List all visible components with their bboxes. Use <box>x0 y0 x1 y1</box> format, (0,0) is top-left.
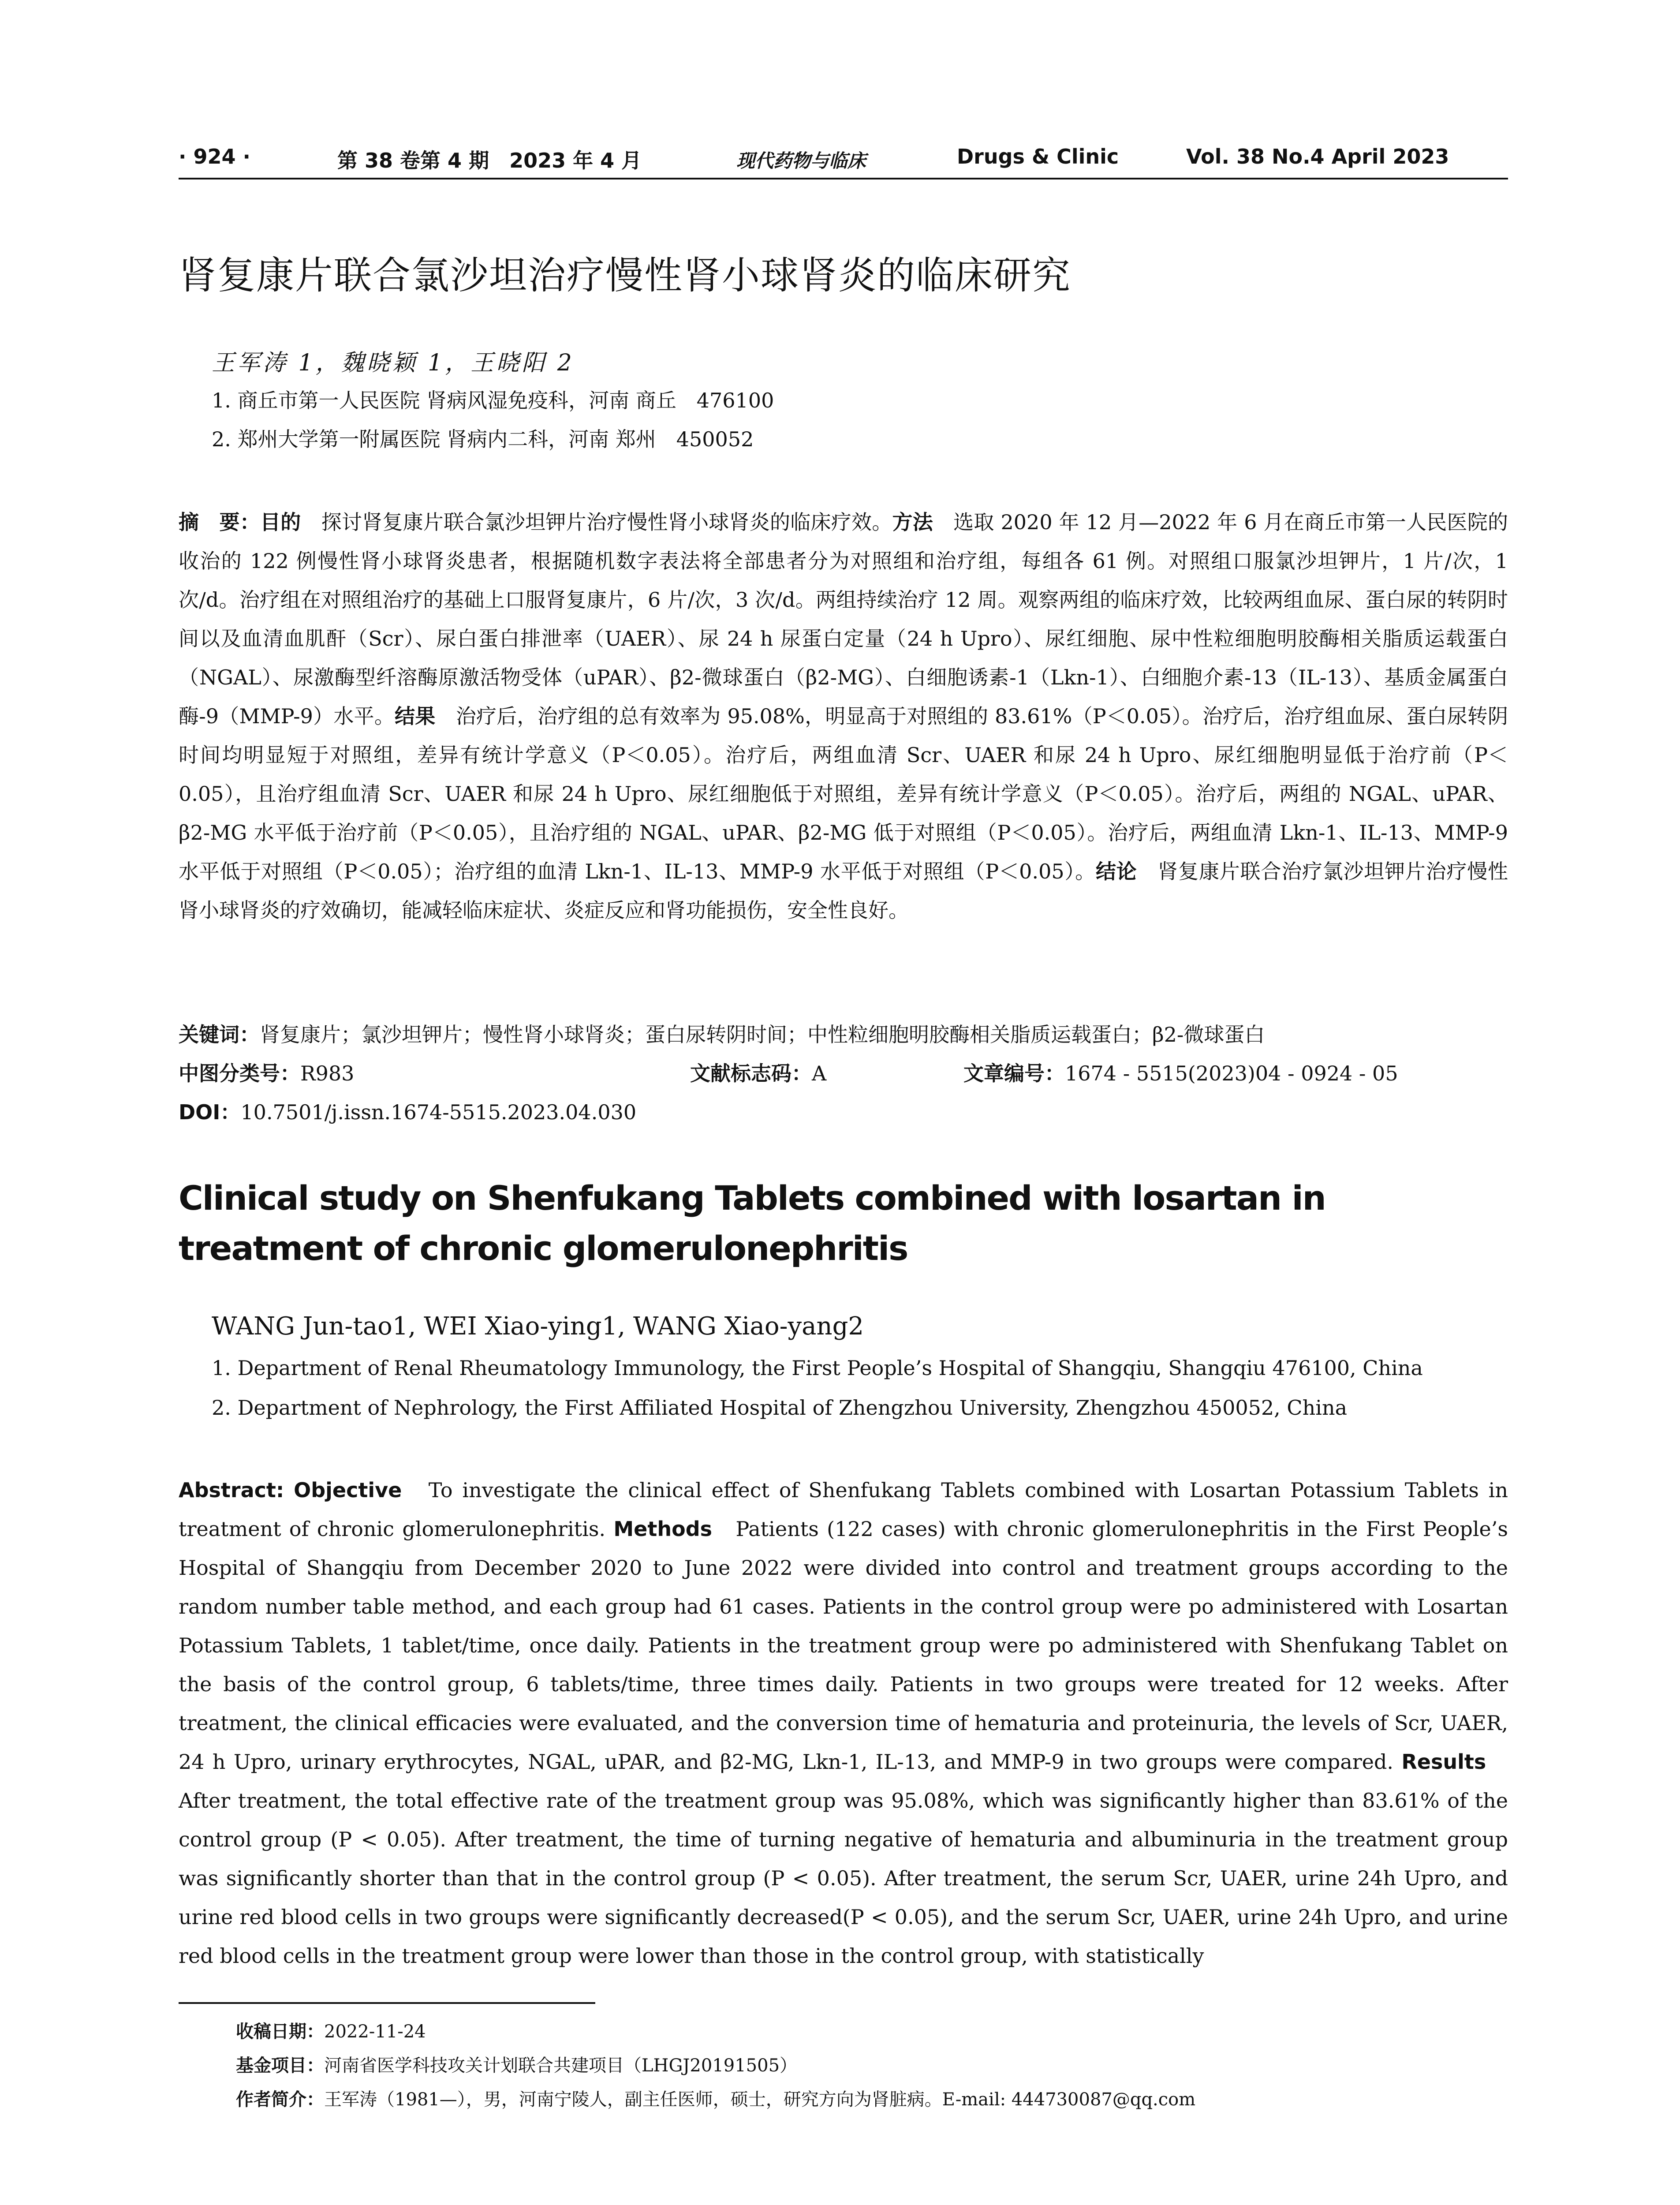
keywords-text: 肾复康片；氯沙坦钾片；慢性肾小球肾炎；蛋白尿转阴时间；中性粒细胞明胶酶相关脂质运载蛋白；β2-微球蛋白 <box>260 1023 1265 1046</box>
abstract-cn <box>179 503 1508 930</box>
affiliation-cn-2: 2. 郑州大学第一附属医院 肾病内二科，河南 郑州 450052 <box>212 427 754 451</box>
fund-text: 河南省医学科技攻关计划联合共建项目（LHGJ20191505） <box>324 2056 798 2076</box>
doc-code-label: 文献标志码： <box>690 1061 812 1085</box>
running-header <box>179 140 1508 177</box>
conclusion-cn: 肾复康片联合治疗氯沙坦钾片治疗慢性肾小球肾炎的疗效确切，能减轻临床症状、炎症反应和肾功能损伤，安全性良好。 <box>179 860 1508 922</box>
doi-label: DOI： <box>179 1100 241 1124</box>
abstract-en <box>179 1471 1508 1975</box>
footnote-fund <box>236 2052 1508 2077</box>
journal-name-en: Drugs & Clinic <box>957 145 1119 168</box>
objective-label-en: Objective <box>294 1478 402 1502</box>
doi-link[interactable]: 10.7501/j.issn.1674-5515.2023.04.030 <box>240 1100 637 1124</box>
author-bio-text: 王军涛（1981—），男，河南宁陵人，副主任医师，硕士，研究方向为肾脏病。E-mail: 444730087@qq.com <box>324 2089 1196 2110</box>
footnote-rule <box>179 2002 595 2004</box>
author-bio-label: 作者简介： <box>236 2089 324 2110</box>
methods-label-cn: 方法 <box>892 510 933 534</box>
header-rule <box>179 178 1508 179</box>
authors-cn: 王军涛 1，魏晓颖 1，王晓阳 2 <box>212 350 575 376</box>
volume-cn: 第 38 卷第 4 期 2023 年 4 月 <box>337 149 642 172</box>
footnote-received <box>236 2018 1508 2043</box>
classification-line <box>179 1058 1508 1087</box>
doi-line <box>179 1096 1508 1125</box>
objective-en: To investigate the clinical effect of Shenfukang Tablets combined with Losartan Potassium Tablets in treatment of chronic glomerulonephritis. <box>179 1478 1508 1541</box>
affiliation-en-1: 1. Department of Renal Rheumatology Immunology, the First People’s Hospital of Shangqiu, Shangqiu 476100, China <box>212 1356 1423 1380</box>
results-label-cn: 结果 <box>395 704 436 728</box>
page-number: · 924 · <box>179 145 250 168</box>
methods-label-en: Methods <box>613 1517 713 1541</box>
volume-en: Vol. 38 No.4 April 2023 <box>1186 145 1449 168</box>
affiliation-cn-1: 1. 商丘市第一人民医院 肾病风湿免疫科，河南 商丘 476100 <box>212 389 774 412</box>
footnote-author <box>236 2085 1508 2111</box>
received-date: 2022-11-24 <box>324 2022 426 2042</box>
abstract-label-en: Abstract: <box>179 1478 284 1502</box>
affiliation-en-2: 2. Department of Nephrology, the First Affiliated Hospital of Zhengzhou University, Zhengzhou 450052, China <box>212 1396 1347 1420</box>
keywords-cn <box>179 1019 1508 1048</box>
methods-cn: 选取 2020 年 12 月—2022 年 6 月在商丘市第一人民医院的收治的 122 例慢性肾小球肾炎患者，根据随机数字表法将全部患者分为对照组和治疗组，每组各 61 例。对照组口服氯沙坦钾片，1 片/次，1 次/d。治疗组在对照组治疗的基础上口服肾复康片，6 片/次，3 次/d。两组持续治疗 12 周。观察两组的临床疗效，比较两组血尿、蛋白尿的转阴时间以及血清血肌酐（Scr）、尿白蛋白排泄率（UAER）、尿 24 h 尿蛋白定量（24 h Upro）、尿红细胞、尿中性粒细胞明胶酶相关脂质运载蛋白（NGAL）、尿激酶型纤溶酶原激活物受体（uPAR）、β2-微球蛋白（β2-MG）、白细胞诱素-1（Lkn-1）、白细胞介素-13（IL-13）、基质金属蛋白酶-9（MMP-9）水平。 <box>179 510 1508 728</box>
methods-en: Patients (122 cases) with chronic glomerulonephritis in the First People’s Hospital of Shangqiu from December 2020 to June 2022 were divided into control and treatment groups according to the random number table method, and each group had 61 cases. Patients in the control group were po administered with Losartan Potassium Tablets, 1 tablet/time, once daily. Patients in the treatment group were po administered with Shenfukang Tablet on the basis of the control group, 6 tablets/time, three times daily. Patients in two groups were treated for 12 weeks. After treatment, the clinical efficacies were evaluated, and the conversion time of hematuria and proteinuria, the levels of Scr, UAER, 24 h Upro, urinary erythrocytes, NGAL, uPAR, and β2-MG, Lkn-1, IL-13, and MMP-9 in two groups were compared. <box>179 1517 1508 1774</box>
clc-label: 中图分类号： <box>179 1061 300 1085</box>
results-en: After treatment, the total effective rate of the treatment group was 95.08%, which was significantly higher than 83.61% of the control group (P < 0.05). After treatment, the time of turning negative of hematuria and albuminuria in the treatment group was significantly shorter than that in the control group (P < 0.05). After treatment, the serum Scr, UAER, urine 24h Upro, and urine red blood cells in two groups were significantly decreased(P < 0.05), and the serum Scr, UAER, urine 24h Upro, and urine red blood cells in the treatment group were lower than those in the control group, with statistically <box>179 1750 1508 1968</box>
article-no-label: 文章编号： <box>963 1061 1065 1085</box>
doc-code-value: A <box>812 1061 827 1085</box>
conclusion-label-cn: 结论 <box>1095 860 1137 883</box>
objective-cn: 探讨肾复康片联合氯沙坦钾片治疗慢性肾小球肾炎的临床疗效。 <box>301 510 892 534</box>
article-no-value: 1674 - 5515(2023)04 - 0924 - 05 <box>1065 1061 1398 1085</box>
results-cn: 治疗后，治疗组的总有效率为 95.08%，明显高于对照组的 83.61%（P＜0.05）。治疗后，治疗组血尿、蛋白尿转阴时间均明显短于对照组，差异有统计学意义（P＜0.05）。治疗后，两组血清 Scr、UAER 和尿 24 h Upro、尿红细胞明显低于治疗前（P＜0.05），且治疗组血清 Scr、UAER 和尿 24 h Upro、尿红细胞低于对照组，差异有统计学意义（P＜0.05）。治疗后，两组的 NGAL、uPAR、β2-MG 水平低于治疗前（P＜0.05），且治疗组的 NGAL、uPAR、β2-MG 低于对照组（P＜0.05）。治疗后，两组血清 Lkn-1、IL-13、MMP-9 水平低于对照组（P＜0.05）；治疗组的血清 Lkn-1、IL-13、MMP-9 水平低于对照组（P＜0.05）。 <box>179 704 1508 883</box>
received-label: 收稿日期： <box>236 2022 324 2042</box>
results-label-en: Results <box>1401 1750 1486 1774</box>
keywords-label: 关键词： <box>179 1023 260 1046</box>
clc-value: R983 <box>300 1061 355 1085</box>
journal-name-cn: 现代药物与临床 <box>736 150 866 172</box>
title-en: Clinical study on Shenfukang Tablets combined with losartan in treatment of chronic glomerulonephritis <box>179 1178 1325 1268</box>
title-cn: 肾复康片联合氯沙坦治疗慢性肾小球肾炎的临床研究 <box>179 254 1071 298</box>
authors-en: WANG Jun-tao1, WEI Xiao-ying1, WANG Xiao-yang2 <box>212 1312 864 1341</box>
fund-label: 基金项目： <box>236 2056 324 2076</box>
objective-label-cn: 目的 <box>260 510 301 534</box>
abstract-label-cn: 摘 要： <box>179 510 260 534</box>
